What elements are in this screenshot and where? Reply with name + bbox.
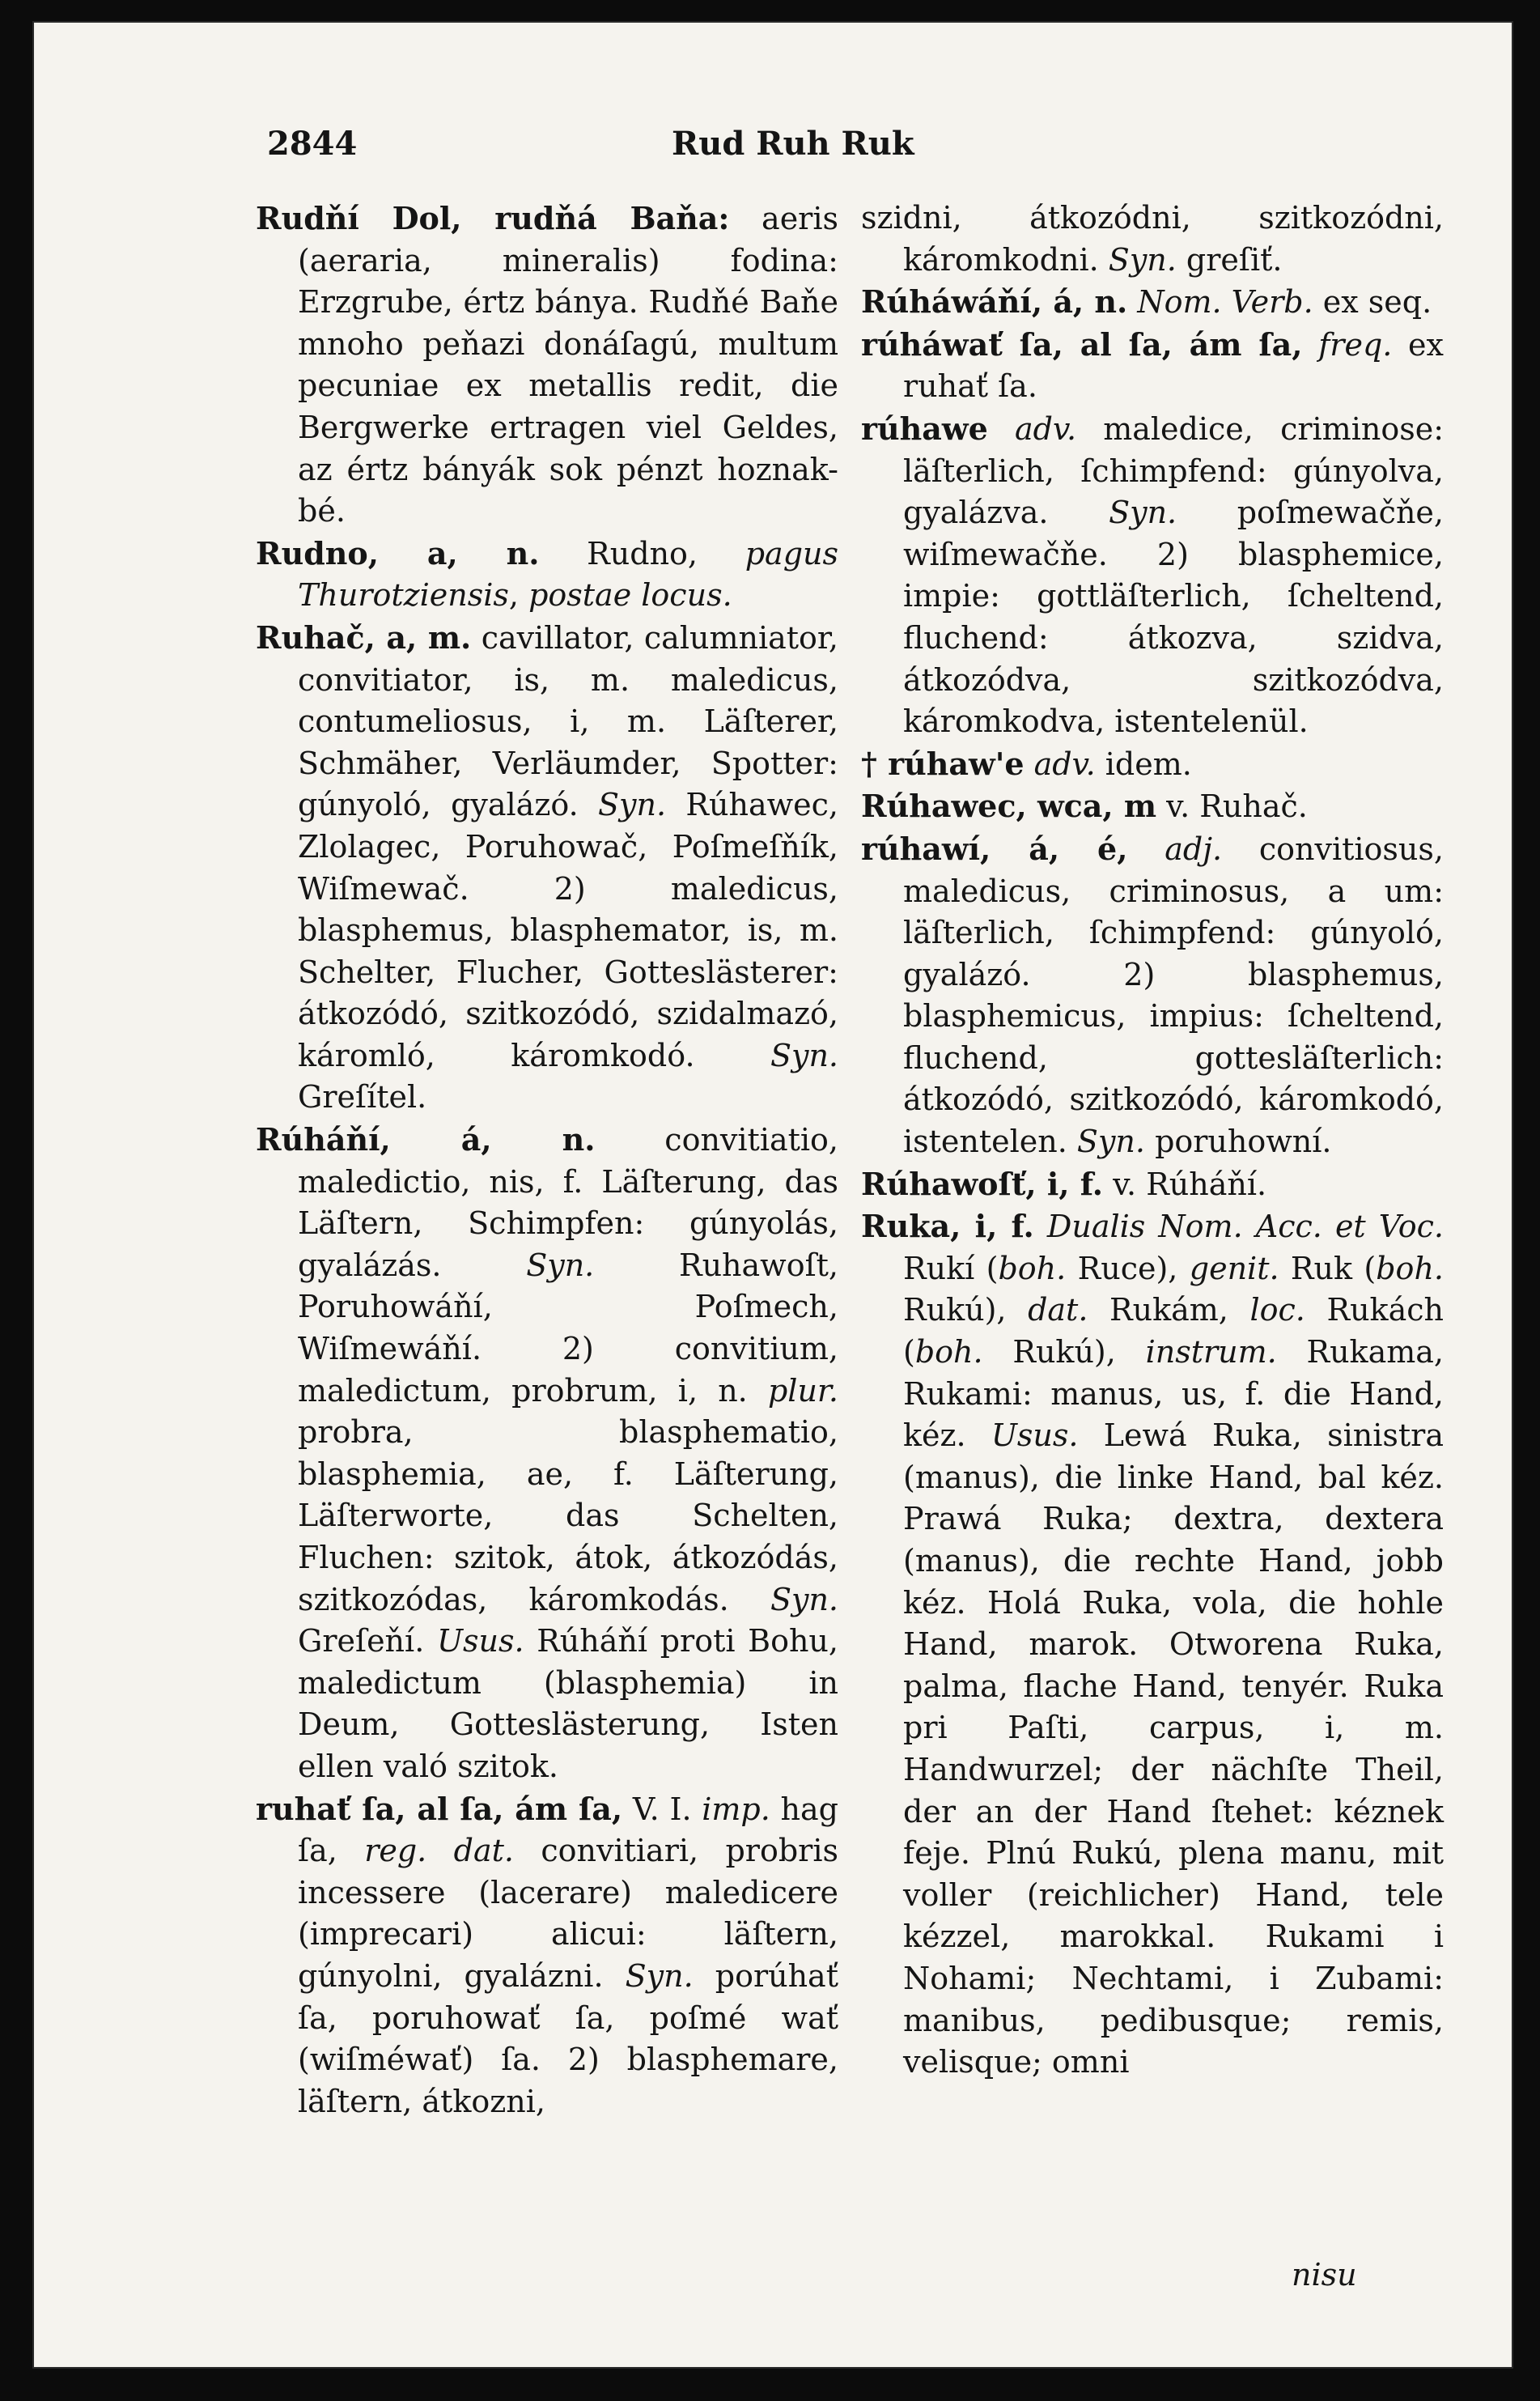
dictionary-entry [256,198,838,533]
dictionary-entry [861,828,1444,1163]
entry-headword: rúhawí, á, é, [861,830,1128,867]
entry-text: hag ſa, [298,1791,838,1869]
entry-text: Lewá Ruka, sinistra (manus), die linke Hand, bal kéz. Prawá Ruka; dextra, dextera (manus), die rechte Hand, jobb kéz. Holá Ruka, vola, die hohle Hand, marok. Otworena Ruka, palma, flache Hand, tenyér. Ruka pri Paſti, carpus, i, m. Handwurzel; der nächſte Theil, der an der Hand ſtehet: kéznek feje. Plnú Rukú, plena manu, mit voller (reichlicher) Hand, tele kézzel, marokkal. Rukami i Nohami; Nechtami, i Zubami: manibus, pedibusque; remis, velisque; omni [903,1417,1444,2080]
entry-headword: Rúháwáňí, á, n. [861,283,1128,321]
entry-text [1025,746,1034,782]
italic-text: loc. [1249,1292,1305,1328]
italic-text: imp. [702,1791,770,1827]
entry-text: Greſítel. [298,1079,427,1116]
italic-text: Syn. [598,787,667,823]
italic-text: Syn. [625,1957,694,1994]
dictionary-entry [256,1788,838,2123]
entry-headword: Rúháňí, á, n. [256,1121,596,1158]
italic-text: adj. [1165,831,1223,867]
italic-text: Nom. Verb. [1137,284,1313,321]
entry-text: Greſeňí. [298,1623,437,1659]
entry-text: convitiosus, maledicus, criminosus, a um: läſterlich, ſchimpfend: gúnyoló, gyalázó. 2) blasphemus, blasphemicus, impius: ſcheltend, fluchend, gottesläſterlich: átkozódó, szitkozódó, káromkodó, istentelen. [903,831,1444,1160]
entry-headword: ruhať ſa, al ſa, ám ſa, [256,1790,623,1827]
entry-text: V. I. [622,1791,702,1827]
entry-text [988,411,1015,447]
italic-text: Usus. [436,1623,524,1659]
italic-text: genit. [1189,1250,1279,1286]
entry-text: Ruhawoſt, Poruhowáňí, Poſmech, Wiſmewáňí. 2) convitium, maledictum, probrum, i, n. [298,1247,838,1409]
italic-text: Syn. [526,1247,595,1283]
entry-headword: rúhawe [861,410,988,447]
left-column [256,198,838,2123]
italic-text: plur. [767,1372,838,1409]
italic-text: boh. [998,1250,1067,1286]
italic-text: Syn. [770,1581,838,1617]
italic-text: pagus Thurotziensis [298,535,838,614]
entry-text: v. Ruhač. [1156,788,1308,825]
entry-text: convitiatio, maledictio, nis, f. Läſterung, das Läſtern, Schimpfen: gúnyolás, gyalázás. [298,1122,839,1283]
italic-text: Dualis Nom. Acc. et Voc. [1046,1209,1445,1245]
entry-text: Rukí ( [903,1250,999,1286]
entry-text: poſmewačňe, wiſmewačňe. 2) blasphemice, impie: gottläſterlich, ſcheltend, fluchend: átkozva, szidva, átkozódva, szitkozódva, káromkodva, istentelenül. [903,495,1444,740]
entry-text: Rukama, Rukami: manus, us, f. die Hand, kéz. [903,1334,1444,1454]
entry-headword: Ruka, i, f. [861,1208,1034,1245]
entry-text: aeris (aeraria, mineralis) fodina: Erzgrube, értz bánya. Rudňé Baňe mnoho peňazi donáſagú, multum pecuniae ex metallis redit, die Bergwerke ertragen viel Geldes, az értz bányák sok pénzt hoznak-bé. [298,201,839,529]
entry-headword: Rudno, a, n. [256,534,540,572]
entry-text: Rukám, [1088,1292,1250,1328]
running-head: Rud Ruh Ruk [672,125,914,163]
entry-text: Rúhawec, Zlolagec, Poruhowač, Poſmeſňík, Wiſmewač. 2) maledicus, blasphemus, blasphemator, is, m. Schelter, Flucher, Gotteslästerer: átkozódó, szitkozódó, szidalmazó, káromló, káromkodó. [298,787,839,1073]
catchword: nisu [1292,2257,1357,2293]
entry-text: porúhať ſa, poruhowať ſa, poſmé wať (wiſméwať) ſa. 2) blasphemare, läſtern, átkozni, [298,1957,838,2119]
dictionary-entry [861,743,1444,786]
entry-text: Ruk ( [1279,1250,1377,1286]
entry-text: Rukú), [982,1334,1146,1370]
entry-text: Rudno, [539,535,745,572]
entry-text: v. Rúháňí. [1103,1166,1267,1202]
entry-text: ex seq. [1313,284,1432,321]
italic-text: freq. [1318,326,1393,363]
italic-text: adv. [1033,746,1096,782]
italic-text: Syn. [1109,495,1177,531]
entry-text [1303,327,1319,363]
italic-text: adv. [1015,410,1077,447]
entry-text: greſiť. [1176,241,1283,278]
page-number: 2844 [267,125,358,163]
entry-text: idem. [1095,746,1192,782]
italic-text: boh. [914,1334,983,1370]
dictionary-entry [861,1163,1444,1206]
italic-text: Syn. [770,1037,838,1073]
entry-text: ex ruhať ſa. [903,326,1444,405]
dictionary-entry [861,198,1444,281]
italic-text: boh. [1376,1250,1444,1286]
entry-text [1127,831,1165,867]
entry-text: probra, blasphematio, blasphemia, ae, f. Läſterung, Läſterworte, das Schelten, Fluchen: szitok, átok, átkozódás, szitkozódas, káromkodás. [298,1414,838,1617]
dictionary-page [32,21,1513,2369]
dictionary-entry [861,785,1444,828]
entry-headword: Rúhawoſť, i, f. [861,1165,1103,1202]
italic-text: Syn. [1076,1124,1145,1160]
italic-text: postae locus. [528,577,732,614]
entry-headword: Rúhawec, wca, m [861,788,1157,825]
entry-headword: Rudňí Dol, rudňá Baňa: [256,200,730,236]
italic-text: dat. [1028,1292,1088,1328]
entry-text [1034,1209,1047,1244]
italic-text: Usus. [991,1417,1079,1454]
italic-text: Syn. [1108,241,1177,278]
right-column [861,198,1444,2084]
entry-text: Rukách ( [903,1292,1444,1370]
entry-text: maledice, criminose: läſterlich, ſchimpfend: gúnyolva, gyalázva. [903,410,1444,531]
entry-headword: † rúhaw'e [861,745,1025,782]
dictionary-entry [256,1119,838,1788]
entry-text: szidni, átkozódni, szitkozódni, káromkodni. [861,200,1444,278]
dictionary-entry [861,1205,1444,2083]
entry-text: poruhowní. [1144,1124,1332,1160]
italic-text: reg. dat. [364,1833,514,1869]
dictionary-entry [861,408,1444,743]
entry-text [1127,284,1137,320]
italic-text: instrum. [1145,1334,1277,1370]
entry-text: cavillator, calumniator, convitiator, is, m. maledicus, contumeliosus, i, m. Läſterer, Schmäher, Verläumder, Spotter: gúnyoló, gyalázó. [298,619,839,823]
page-header [32,105,1513,170]
entry-headword: Ruhač, a, m. [256,618,472,656]
entry-text: , [508,577,529,614]
entry-text: Rúháňí proti Bohu, maledictum (blasphemia) in Deum, Gotteslästerung, Isten ellen való szitok. [298,1623,838,1784]
dictionary-entry [861,324,1444,408]
entry-text: Rukú), [903,1292,1029,1328]
entry-text: convitiari, probris incessere (lacerare) maledicere (imprecari) alicui: läſtern, gúnyolni, gyalázni. [298,1833,838,1994]
dictionary-entry [256,533,838,617]
dictionary-entry [256,617,838,1119]
entry-headword: rúháwať ſa, al ſa, ám ſa, [861,325,1303,363]
dictionary-entry [861,281,1444,324]
entry-text: Ruce), [1066,1250,1190,1286]
